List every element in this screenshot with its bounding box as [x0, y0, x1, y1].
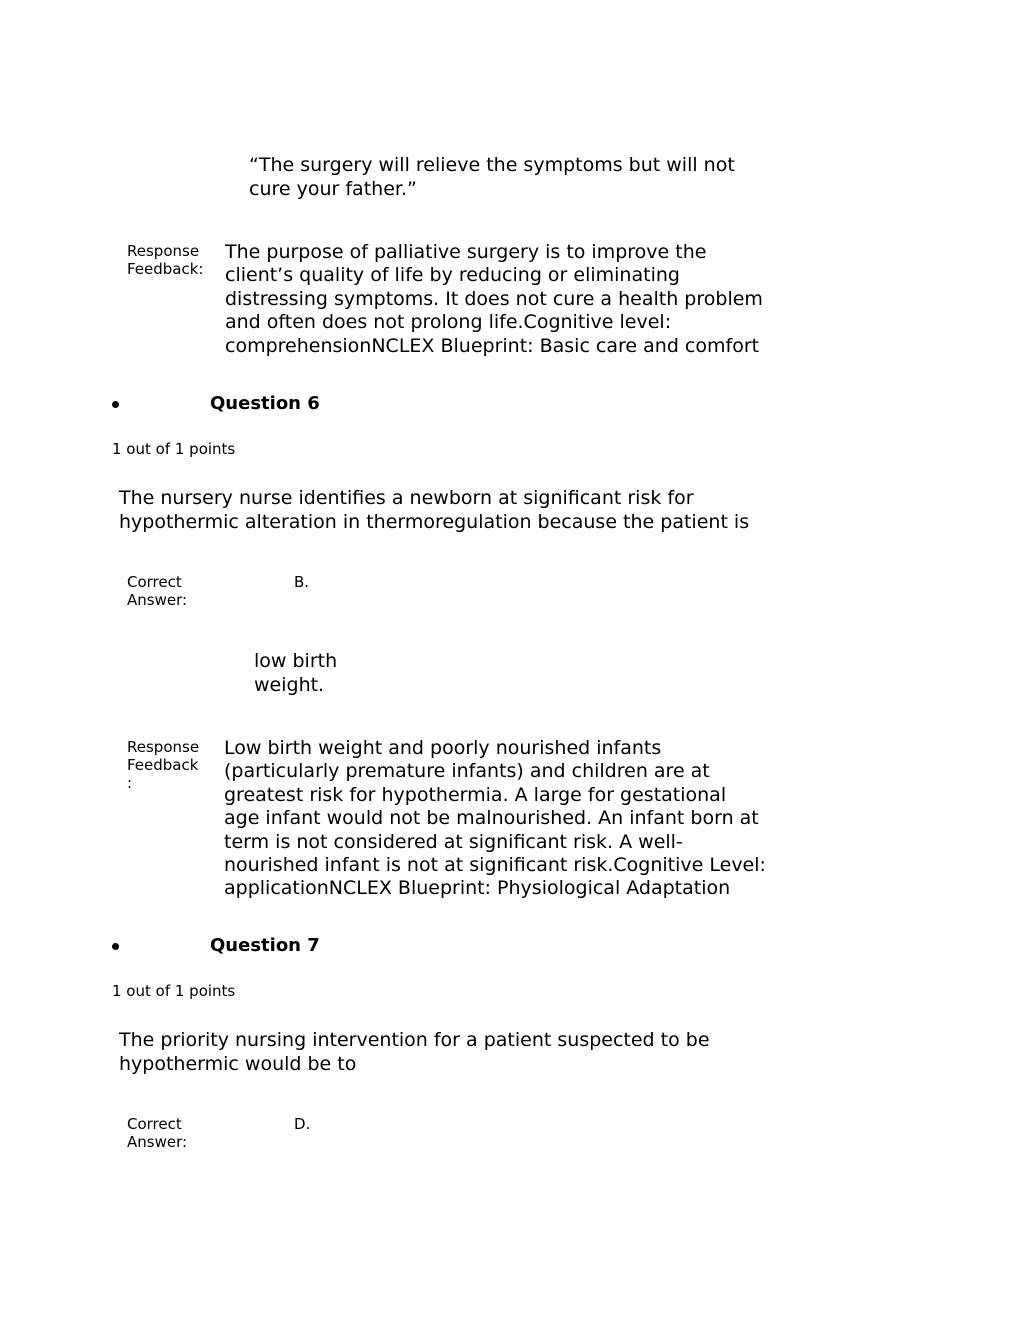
- question-6-correct-letter: B.: [294, 573, 310, 591]
- question-6-correct-answer-label: Correct Answer:: [127, 573, 188, 609]
- q5-feedback-label: Response Feedback:: [127, 242, 204, 278]
- question-6-correct-answer-text: low birth weight.: [254, 650, 338, 696]
- question-7-correct-letter: D.: [294, 1115, 311, 1133]
- question-7-text: The priority nursing intervention for a patient suspected to be hypothermic would be to: [119, 1029, 710, 1075]
- question-7-title: Question 7: [210, 935, 320, 956]
- question-6-text: The nursery nurse identifies a newborn at significant risk for hypothermic alteration in thermoregulation because the patient is: [119, 487, 750, 533]
- question-7-correct-answer-label: Correct Answer:: [127, 1115, 188, 1151]
- previous-answer-text: “The surgery will relieve the symptoms but will not cure your father.”: [249, 154, 735, 200]
- q5-feedback-text: The purpose of palliative surgery is to improve the client’s quality of life by reducing or eliminating distressing symptoms. It does not cure a health problem and often does not prolong life.Cognitive level: comprehensionNCLEX Blueprint: Basic care and comfort: [225, 241, 763, 357]
- question-6-feedback-text: Low birth weight and poorly nourished infants (particularly premature infants) and children are at greatest risk for hypothermia. A large for gestational age infant would not be malnourished. An infant born at term is not considered at significant risk. A well- nourished infant is not at significant risk.Cognitive Level: applicationNCLEX Blueprint: Physiological Adaptation: [224, 737, 766, 900]
- question-6-points: 1 out of 1 points: [112, 440, 236, 458]
- question-6-title: Question 6: [210, 393, 320, 414]
- question-6-feedback-label: Response Feedback :: [127, 738, 200, 792]
- question-7-bullet: [112, 943, 119, 950]
- question-6-bullet: [112, 401, 119, 408]
- question-7-points: 1 out of 1 points: [112, 982, 236, 1000]
